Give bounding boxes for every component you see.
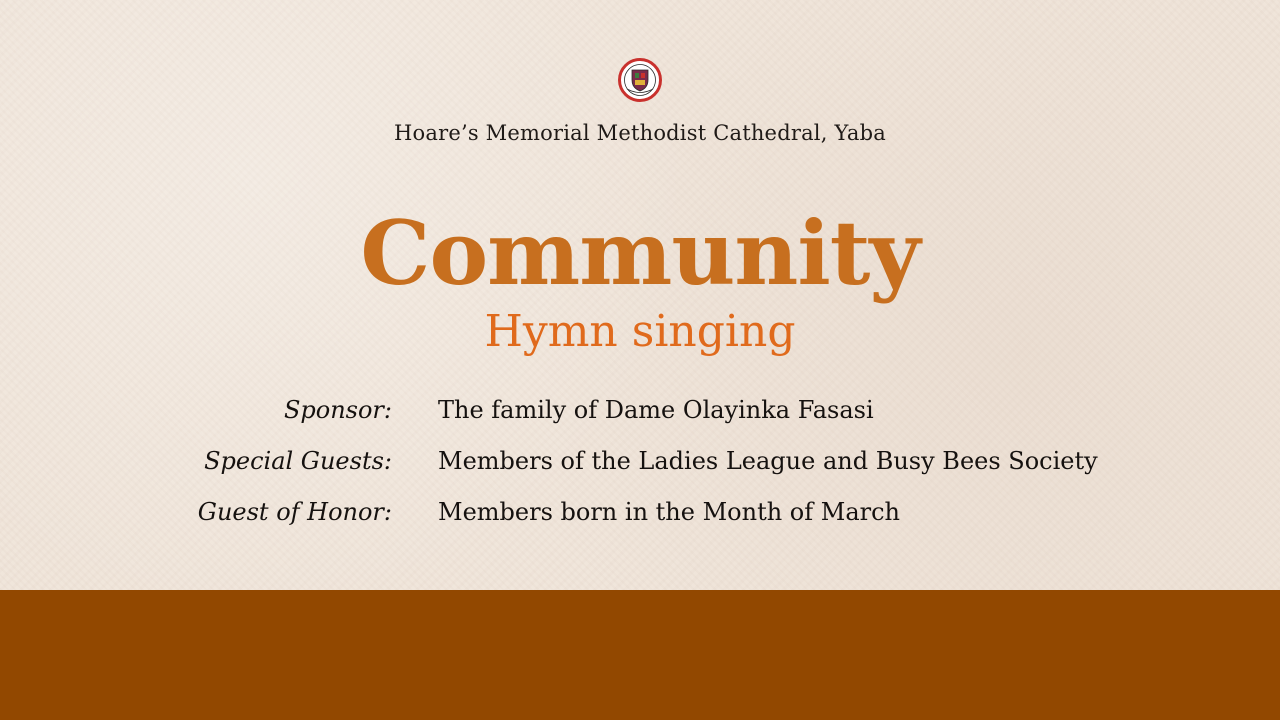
detail-row-guest-of-honor — [0, 492, 1280, 543]
detail-value: Members of the Ladies League and Busy Bees Society — [438, 447, 1098, 475]
event-subtitle: Hymn singing — [484, 306, 796, 357]
details-list — [0, 390, 1280, 543]
detail-row-special-guests — [0, 441, 1280, 492]
detail-value: Members born in the Month of March — [438, 498, 901, 526]
church-crest-icon — [618, 58, 662, 102]
bottom-color-band — [0, 590, 1280, 720]
detail-row-sponsor — [0, 390, 1280, 441]
event-title: Community — [360, 201, 920, 305]
detail-label: Sponsor: — [283, 396, 392, 424]
detail-label: Special Guests: — [204, 447, 392, 475]
detail-value: The family of Dame Olayinka Fasasi — [438, 396, 874, 424]
church-name: Hoare’s Memorial Methodist Cathedral, Yaba — [394, 121, 886, 145]
detail-label: Guest of Honor: — [197, 498, 392, 526]
